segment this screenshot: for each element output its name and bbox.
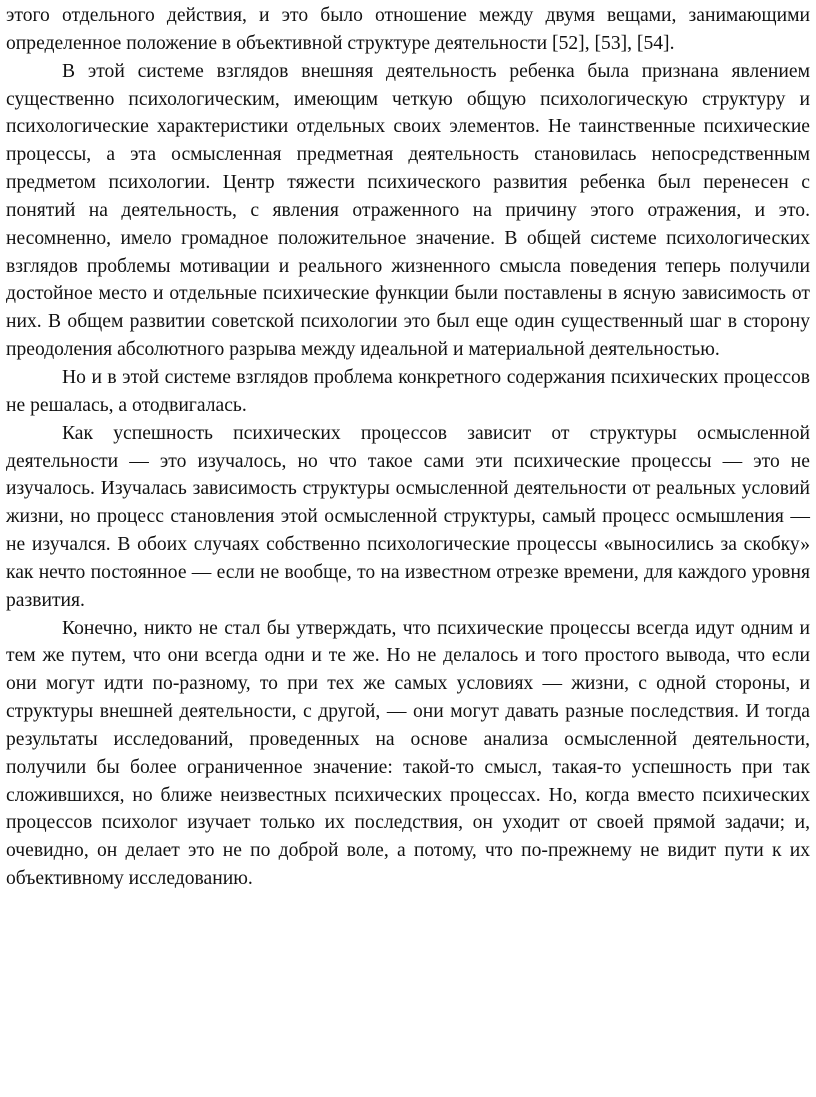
paragraph-conclusion: Конечно, никто не стал бы утверждать, что психические процессы всегда идут одним и тем же путем, что они всегда одни и те же. Но не делалось и того простого вывода, что если они могут идти по-разному, то при тех же самых условиях — жизни, с одной стороны, и структуры внешней деятельности, с другой, — они могут давать разные последствия. И тогда результаты исследований, проведенных на основе анализа осмысленной деятельности, получили бы более ограниченное значение: такой-то смысл, такая-то успешность при так сложившихся, но ближе неизвестных психических процессах. Но, когда вместо психических процессов психолог изучает только их последствия, он уходит от своей прямой задачи; и, очевидно, он делает это не по доброй воле, а потому, что по-прежнему не видит пути к их объективному исследованию. [6,617,810,890]
paragraph-success-structure: Как успешность психических процессов зависит от структуры осмысленной деятельности — это изучалось, но что такое сами эти психические процессы — это не изучалось. Изучалась зависимость структуры осмысленной деятельности от реальных условий жизни, но процесс становления этой осмысленной структуры, самый процесс осмышления — не изучался. В обоих случаях собственно психологические процессы «выносились за скобку» как нечто постоянное — если не вообще, то на известном отрезке времени, для каждого уровня развития. [6,422,810,611]
paragraph-problem-postponed: Но и в этой системе взглядов проблема конкретного содержания психических процессов не решалась, а отодвигалась. [6,366,810,416]
paragraph-activity-system: В этой системе взглядов внешняя деятельность ребенка была признана явлением существенно психологическим, имеющим четкую общую психологическую структуру и психологические характеристики отдельных своих элементов. Не таинственные психические процессы, а эта осмысленная предметная деятельность становилась непосредственным предметом психологии. Центр тяжести психического развития ребенка был перенесен с понятий на деятельность, с явления отраженного на причину этого отражения, и это. несомненно, имело громадное положительное значение. В общей системе психологических взглядов проблемы мотивации и реального жизненного смысла поведения теперь получили достойное место и отдельные психические функции были поставлены в ясную зависимость от них. В общем развитии советской психологии это был еще один существенный шаг в сторону преодоления абсолютного разрыва между идеальной и материальной деятельностью. [6,60,810,361]
paragraph-continuation: этого отдельного действия, и это было отношение между двумя вещами, занимающими определенное положение в объективной структуре деятельности [52], [53], [54]. [6,5,810,54]
